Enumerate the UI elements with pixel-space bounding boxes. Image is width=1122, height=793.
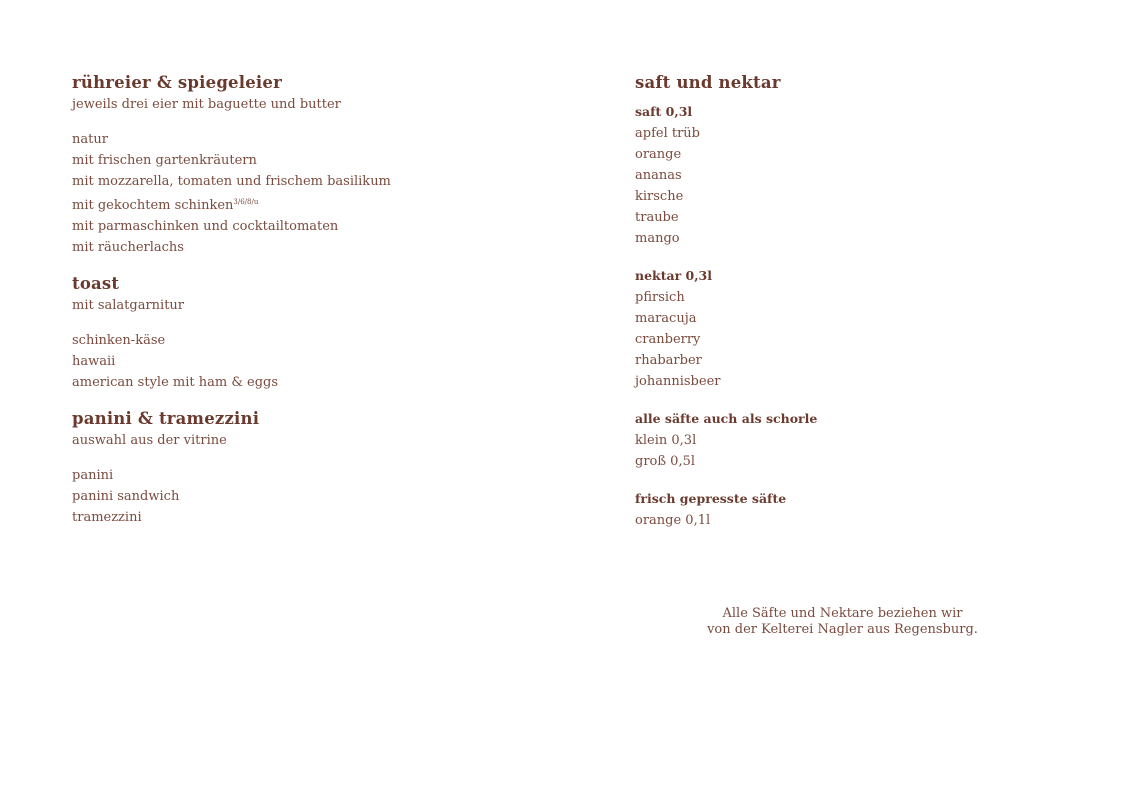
list-item: cranberry bbox=[635, 332, 701, 347]
saft-list bbox=[635, 123, 1055, 249]
right-column bbox=[635, 72, 1055, 531]
list-item-schinken bbox=[72, 192, 552, 216]
eggs-subtitle: jeweils drei eier mit baguette und butter bbox=[72, 97, 341, 112]
panini-subtitle: auswahl aus der vitrine bbox=[72, 433, 227, 448]
left-column bbox=[72, 72, 552, 528]
nektar-list bbox=[635, 287, 1055, 392]
juice-title: saft und nektar bbox=[635, 73, 781, 92]
list-item: schinken-käse bbox=[72, 333, 166, 348]
schorle-heading: alle säfte auch als schorle bbox=[635, 411, 818, 426]
list-item: mit räucherlachs bbox=[72, 240, 184, 255]
list-item: mit parmaschinken und cocktailtomaten bbox=[72, 219, 339, 234]
list-item: hawaii bbox=[72, 354, 116, 369]
panini-title: panini & tramezzini bbox=[72, 409, 260, 428]
eggs-title: rühreier & spiegeleier bbox=[72, 73, 282, 92]
list-item: traube bbox=[635, 210, 679, 225]
panini-list bbox=[72, 465, 552, 528]
schorle-list bbox=[635, 430, 1055, 472]
nektar-heading: nektar 0,3l bbox=[635, 268, 713, 283]
frisch-list bbox=[635, 510, 1055, 531]
supplier-note bbox=[700, 606, 985, 638]
list-item: orange 0,1l bbox=[635, 513, 711, 528]
eggs-list bbox=[72, 129, 552, 258]
toast-title: toast bbox=[72, 274, 120, 293]
list-item: mit frischen gartenkräutern bbox=[72, 153, 257, 168]
supplier-note-line-1: Alle Säfte und Nektare beziehen wir bbox=[722, 606, 963, 621]
saft-heading: saft 0,3l bbox=[635, 104, 693, 119]
list-item: mango bbox=[635, 231, 680, 246]
list-item: johannisbeer bbox=[635, 374, 721, 389]
list-item: american style mit ham & eggs bbox=[72, 375, 279, 390]
list-item: tramezzini bbox=[72, 510, 142, 525]
list-item: panini sandwich bbox=[72, 489, 180, 504]
list-item: orange bbox=[635, 147, 682, 162]
allergen-footnote: 3/6/8/u bbox=[233, 198, 259, 206]
list-item: panini bbox=[72, 468, 114, 483]
list-item: mit mozzarella, tomaten und frischem basilikum bbox=[72, 174, 391, 189]
list-item: pfirsich bbox=[635, 290, 685, 305]
frisch-heading: frisch gepresste säfte bbox=[635, 491, 787, 506]
list-item: rhabarber bbox=[635, 353, 702, 368]
toast-subtitle: mit salatgarnitur bbox=[72, 298, 185, 313]
list-item: klein 0,3l bbox=[635, 433, 697, 448]
list-item: groß 0,5l bbox=[635, 454, 696, 469]
list-item: kirsche bbox=[635, 189, 684, 204]
list-item-label: mit gekochtem schinken bbox=[72, 198, 234, 213]
list-item: natur bbox=[72, 132, 108, 147]
supplier-note-line-2: von der Kelterei Nagler aus Regensburg. bbox=[707, 622, 978, 637]
toast-list bbox=[72, 330, 552, 393]
list-item: apfel trüb bbox=[635, 126, 700, 141]
list-item: ananas bbox=[635, 168, 682, 183]
list-item: maracuja bbox=[635, 311, 697, 326]
